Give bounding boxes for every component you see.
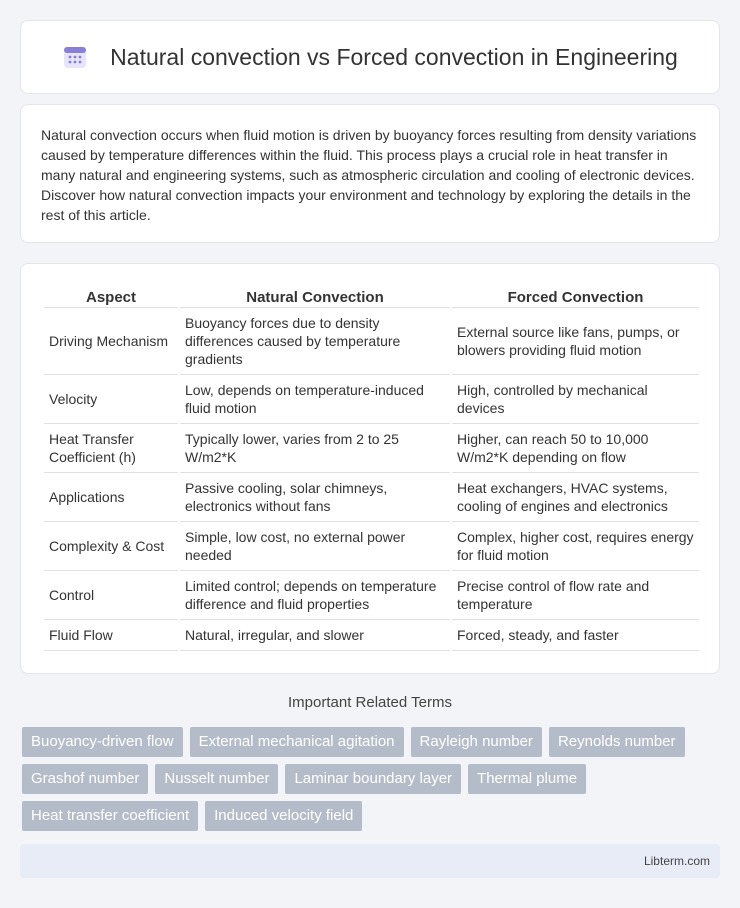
related-tags xyxy=(22,727,722,838)
cell-aspect: Heat Transfer Coefficient (h) xyxy=(44,424,178,473)
cell-aspect: Velocity xyxy=(44,375,178,424)
footer-site-link[interactable]: Libterm.com xyxy=(643,854,710,868)
table-row xyxy=(44,473,699,522)
cell-aspect: Driving Mechanism xyxy=(44,308,178,375)
tag-laminar-boundary-layer[interactable]: Laminar boundary layer xyxy=(285,764,461,794)
cell-natural: Typically lower, varies from 2 to 25 W/m2*K xyxy=(180,424,450,473)
cell-natural: Natural, irregular, and slower xyxy=(180,620,450,651)
cell-aspect: Control xyxy=(44,571,178,620)
cell-forced: Complex, higher cost, requires energy for fluid motion xyxy=(452,522,699,571)
footer xyxy=(20,844,720,878)
header-card xyxy=(20,20,720,94)
page-title: Natural convection vs Forced convection in Engineering xyxy=(110,43,678,70)
related-terms-title: Important Related Terms xyxy=(288,694,452,711)
header-forced: Forced Convection xyxy=(452,284,699,308)
comparison-card xyxy=(20,263,720,674)
tag-grashof-number[interactable]: Grashof number xyxy=(22,764,148,794)
table-row xyxy=(44,308,699,375)
cell-forced: Precise control of flow rate and temperature xyxy=(452,571,699,620)
cell-aspect: Complexity & Cost xyxy=(44,522,178,571)
cell-forced: Forced, steady, and faster xyxy=(452,620,699,651)
cell-natural: Low, depends on temperature-induced fluid motion xyxy=(180,375,450,424)
tag-nusselt-number[interactable]: Nusselt number xyxy=(155,764,278,794)
tag-external-mechanical-agitation[interactable]: External mechanical agitation xyxy=(190,727,404,757)
comparison-table xyxy=(42,284,701,651)
tag-buoyancy-driven-flow[interactable]: Buoyancy-driven flow xyxy=(22,727,183,757)
header-aspect: Aspect xyxy=(44,284,178,308)
cell-forced: High, controlled by mechanical devices xyxy=(452,375,699,424)
cell-natural: Simple, low cost, no external power needed xyxy=(180,522,450,571)
tag-induced-velocity-field[interactable]: Induced velocity field xyxy=(205,801,362,831)
cell-forced: External source like fans, pumps, or blowers providing fluid motion xyxy=(452,308,699,375)
tag-heat-transfer-coefficient[interactable]: Heat transfer coefficient xyxy=(22,801,198,831)
cell-natural: Passive cooling, solar chimneys, electronics without fans xyxy=(180,473,450,522)
table-row xyxy=(44,620,699,651)
tag-row xyxy=(22,764,722,794)
cell-aspect: Applications xyxy=(44,473,178,522)
cell-natural: Limited control; depends on temperature difference and fluid properties xyxy=(180,571,450,620)
cell-aspect: Fluid Flow xyxy=(44,620,178,651)
table-row xyxy=(44,375,699,424)
cell-forced: Heat exchangers, HVAC systems, cooling of engines and electronics xyxy=(452,473,699,522)
header-natural: Natural Convection xyxy=(180,284,450,308)
tag-rayleigh-number[interactable]: Rayleigh number xyxy=(411,727,542,757)
calendar-grid-icon xyxy=(62,44,88,70)
tag-row xyxy=(22,801,722,831)
tag-reynolds-number[interactable]: Reynolds number xyxy=(549,727,685,757)
cell-natural: Buoyancy forces due to density differences caused by temperature gradients xyxy=(180,308,450,375)
table-row xyxy=(44,571,699,620)
table-row xyxy=(44,522,699,571)
tag-thermal-plume[interactable]: Thermal plume xyxy=(468,764,586,794)
cell-forced: Higher, can reach 50 to 10,000 W/m2*K depending on flow xyxy=(452,424,699,473)
intro-paragraph: Natural convection occurs when fluid motion is driven by buoyancy forces resulting from density variations caused by temperature differences within the fluid. This process plays a crucial role in heat transfer in many natural and engineering systems, such as atmospheric circulation and cooling of electronic devices. Discover how natural convection impacts your environment and technology by exploring the details in the rest of this article. xyxy=(41,127,697,223)
tag-row xyxy=(22,727,722,757)
table-header-row xyxy=(44,284,699,308)
intro-card xyxy=(20,104,720,243)
table-row xyxy=(44,424,699,473)
header-inner xyxy=(62,44,678,71)
